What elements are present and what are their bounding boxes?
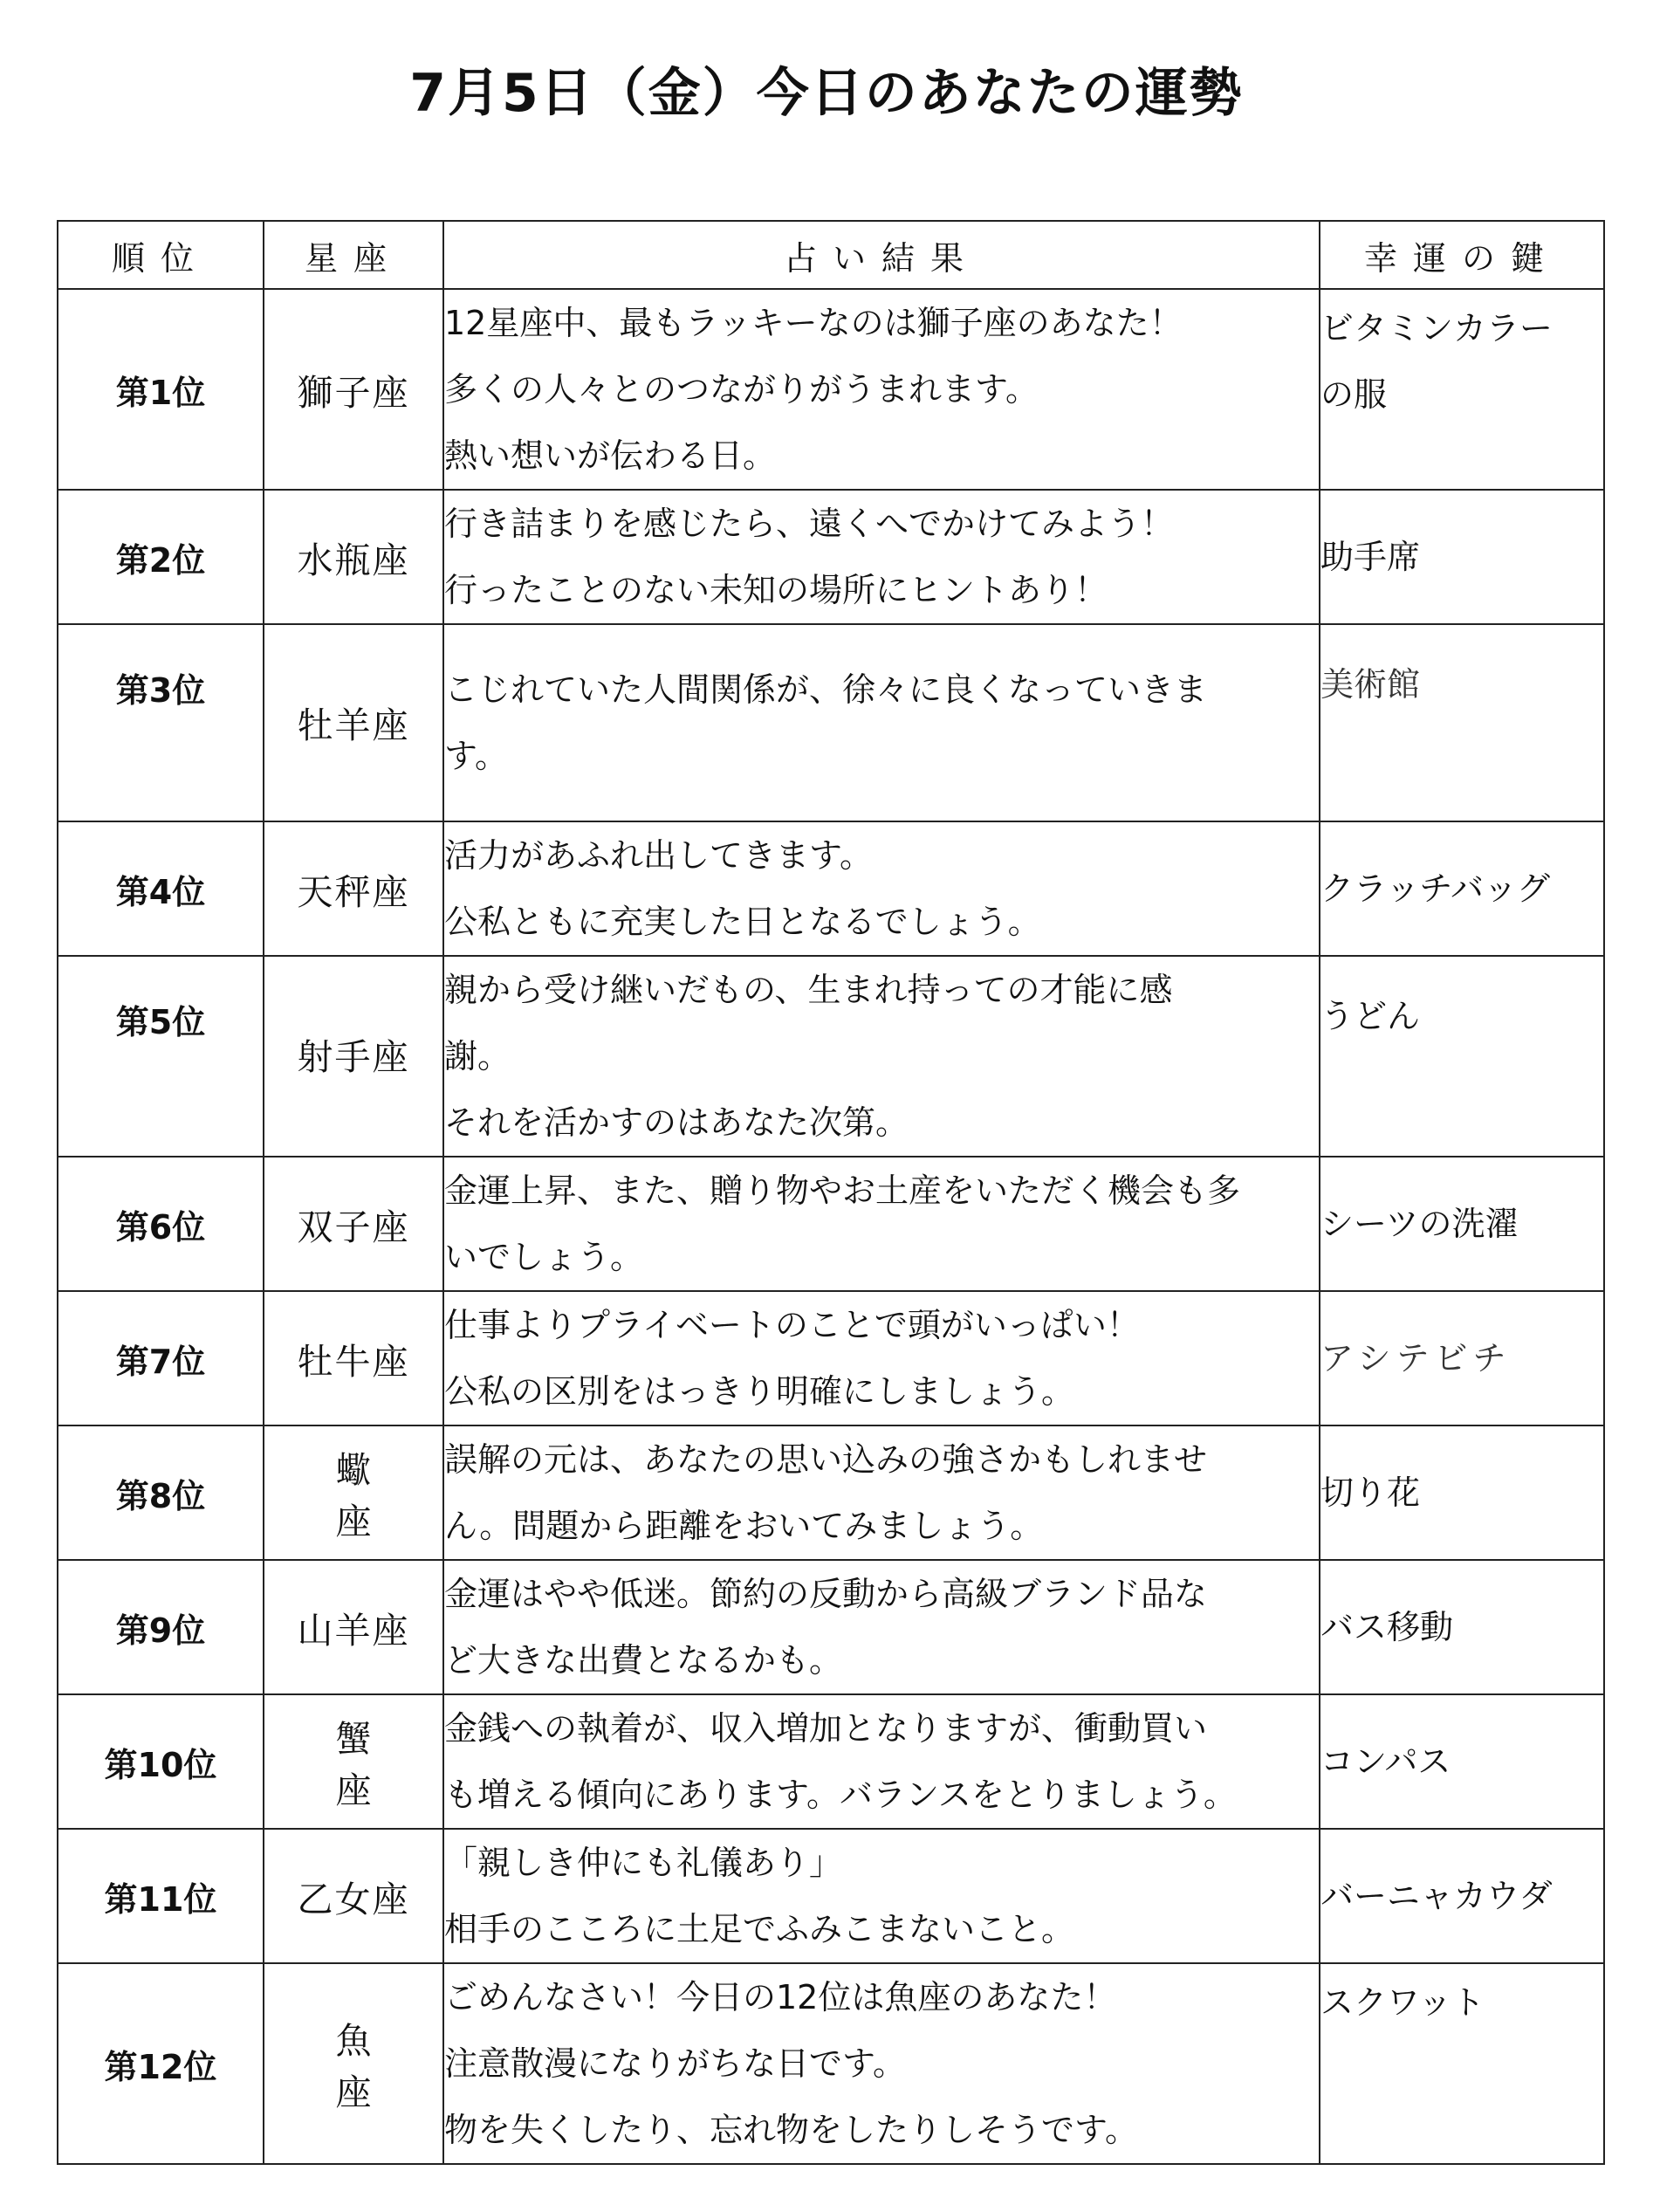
lucky-key-cell: バス移動	[1320, 1560, 1604, 1694]
result-line: ん。問題から距離をおいてみましょう。	[444, 1507, 1044, 1545]
header-result: 占い結果	[443, 221, 1320, 289]
result-cell	[443, 1694, 1320, 1829]
lucky-key-cell: シーツの洗濯	[1320, 1157, 1604, 1291]
rank-cell: 第11位	[58, 1829, 264, 1963]
table-row	[58, 821, 1604, 956]
sign-cell: 射手座	[264, 956, 443, 1157]
result-line: す。	[444, 737, 508, 775]
fortune-table	[57, 220, 1605, 2165]
table-row	[58, 1694, 1604, 1829]
result-line: 親から受け継いだもの、生まれ持っての才能に感	[444, 971, 1173, 1009]
sign-cell: 牡羊座	[264, 624, 443, 821]
sign-cell: 獅子座	[264, 289, 443, 490]
sign-cell: 蟹座	[264, 1694, 443, 1829]
lucky-key-line: の服	[1320, 375, 1388, 414]
table-row	[58, 1829, 1604, 1963]
result-line: 多くの人々とのつながりがうまれます。	[444, 370, 1039, 409]
lucky-key-cell: クラッチバッグ	[1320, 821, 1604, 956]
result-cell	[443, 1425, 1320, 1560]
table-row	[58, 1963, 1604, 2164]
lucky-key-cell: 美術館	[1320, 624, 1604, 821]
result-cell	[443, 1963, 1320, 2164]
result-line: 注意散漫になりがちな日です。	[444, 2044, 906, 2083]
result-line: こじれていた人間関係が、徐々に良くなっていきま	[444, 670, 1208, 709]
result-line: いでしょう。	[444, 1238, 644, 1276]
result-cell	[443, 1291, 1320, 1425]
table-row	[58, 1291, 1604, 1425]
lucky-key-cell	[1320, 289, 1604, 490]
result-cell	[443, 1560, 1320, 1694]
table-row	[58, 956, 1604, 1157]
header-sign: 星座	[264, 221, 443, 289]
sign-cell: 山羊座	[264, 1560, 443, 1694]
header-lucky-key: 幸運の鍵	[1320, 221, 1604, 289]
lucky-key-cell: 助手席	[1320, 490, 1604, 624]
lucky-key-line: ビタミンカラー	[1320, 309, 1554, 347]
lucky-key-cell: うどん	[1320, 956, 1604, 1157]
sign-cell: 蠍座	[264, 1425, 443, 1560]
rank-cell: 第1位	[58, 289, 264, 490]
rank-cell: 第10位	[58, 1694, 264, 1829]
result-line: 仕事よりプライベートのことで頭がいっぱい！	[444, 1306, 1140, 1344]
sign-cell: 牡牛座	[264, 1291, 443, 1425]
result-cell	[443, 289, 1320, 490]
result-line: 金銭への執着が、収入増加となりますが、衝動買い	[444, 1709, 1208, 1748]
result-line: 12星座中、最もラッキーなのは獅子座のあなた！	[444, 304, 1183, 342]
table-row	[58, 490, 1604, 624]
result-line: ど大きな出費となるかも。	[444, 1641, 843, 1680]
result-line: 公私の区別をはっきり明確にしましょう。	[444, 1372, 1075, 1411]
sign-cell: 魚座	[264, 1963, 443, 2164]
lucky-key-cell: スクワット	[1320, 1963, 1604, 2164]
sign-cell: 天秤座	[264, 821, 443, 956]
rank-cell: 第6位	[58, 1157, 264, 1291]
sign-cell: 双子座	[264, 1157, 443, 1291]
result-line: 活力があふれ出してきます。	[444, 836, 873, 875]
rank-cell: 第9位	[58, 1560, 264, 1694]
rank-cell: 第5位	[58, 956, 264, 1157]
sign-cell: 水瓶座	[264, 490, 443, 624]
table-row	[58, 1560, 1604, 1694]
result-line: 相手のこころに土足でふみこまないこと。	[444, 1910, 1075, 1948]
result-cell	[443, 490, 1320, 624]
rank-cell: 第3位	[58, 624, 264, 821]
result-line: 公私ともに充実した日となるでしょう。	[444, 903, 1041, 941]
result-line: 熱い想いが伝わる日。	[444, 436, 777, 475]
rank-cell: 第2位	[58, 490, 264, 624]
result-cell	[443, 956, 1320, 1157]
result-line: 「親しき仲にも礼儀あり」	[444, 1844, 843, 1882]
sign-cell: 乙女座	[264, 1829, 443, 1963]
header-row	[58, 221, 1604, 289]
result-line: 金運はやや低迷。節約の反動から高級ブランド品な	[444, 1575, 1208, 1613]
header-rank: 順位	[58, 221, 264, 289]
lucky-key-cell: アシテビチ	[1320, 1291, 1604, 1425]
result-line: 謝。	[444, 1037, 511, 1075]
table-row	[58, 624, 1604, 821]
result-line: 物を失くしたり、忘れ物をしたりしそうです。	[444, 2111, 1138, 2149]
result-line: も増える傾向にあります。バランスをとりましょう。	[444, 1776, 1237, 1814]
result-line: 行き詰まりを感じたら、遠くへでかけてみよう！	[444, 505, 1175, 543]
result-cell	[443, 821, 1320, 956]
rank-cell: 第7位	[58, 1291, 264, 1425]
page-title: 7月5日（金）今日のあなたの運勢	[409, 63, 1244, 124]
result-cell	[443, 1157, 1320, 1291]
rank-cell: 第12位	[58, 1963, 264, 2164]
result-cell	[443, 1829, 1320, 1963]
lucky-key-cell: コンパス	[1320, 1694, 1604, 1829]
table-row	[58, 289, 1604, 490]
lucky-key-cell: バーニャカウダ	[1320, 1829, 1604, 1963]
result-line: それを活かすのはあなた次第。	[444, 1103, 909, 1142]
result-line: 行ったことのない未知の場所にヒントあり！	[444, 571, 1108, 609]
result-line: 誤解の元は、あなたの思い込みの強さかもしれませ	[444, 1440, 1208, 1479]
result-cell	[443, 624, 1320, 821]
table-row	[58, 1157, 1604, 1291]
table-row	[58, 1425, 1604, 1560]
result-line: ごめんなさい！今日の12位は魚座のあなた！	[444, 1978, 1117, 2016]
rank-cell: 第4位	[58, 821, 264, 956]
rank-cell: 第8位	[58, 1425, 264, 1560]
result-line: 金運上昇、また、贈り物やお土産をいただく機会も多	[444, 1171, 1241, 1210]
lucky-key-cell: 切り花	[1320, 1425, 1604, 1560]
